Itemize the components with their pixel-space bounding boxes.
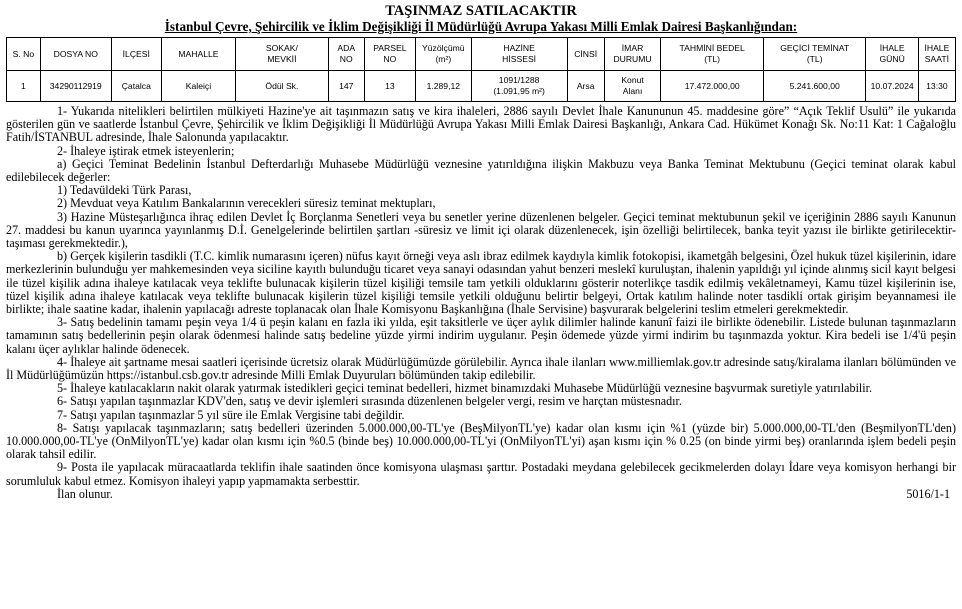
header-mahalle: MAHALLE bbox=[161, 38, 235, 71]
cell-mahalle: Kaleiçi bbox=[161, 71, 235, 102]
cell-sno: 1 bbox=[7, 71, 41, 102]
property-table bbox=[6, 37, 956, 102]
header-dosya-no: DOSYA NO bbox=[40, 38, 111, 71]
header-ihale-gunu: İHALE GÜNÜ bbox=[866, 38, 918, 71]
cell-imar: Konut Alanı bbox=[604, 71, 661, 102]
table-row bbox=[7, 71, 956, 102]
paragraph-6: 6- Satışı yapılan taşınmazlar KDV'den, satış ve devir işlemleri sırasında düzenlenen belgeler vergi, resim ve harçtan müstesnadır. bbox=[57, 394, 682, 409]
header-parsel: PARSEL NO bbox=[364, 38, 415, 71]
cell-parsel: 13 bbox=[364, 71, 415, 102]
closing-text: İlan olunur. bbox=[57, 486, 113, 501]
closing-line bbox=[6, 488, 956, 502]
cell-ada: 147 bbox=[328, 71, 364, 102]
paragraph-3: 3- Satış bedelinin tamamı peşin veya 1/4 ü peşin kalanı en fazla iki yılda, eşit taksitlerle ve üçer aylık dilimler halinde kanunî faizi ile birlikte ödenebilir. Listede bulunan taşınmazların tamamının satış bedellerinin peşin olarak ödenmesi halinde satış bedeline yüzde yirmi indirim uygulanır. Peşin ödemede yüzde yirmi indirim bu taşınmazda yoktur. Kira bedeli ise 1/4'ü peşin kalanı üçer aylıklar halinde ödenecek. bbox=[6, 315, 956, 356]
header-gecici-teminat: GEÇİCİ TEMİNAT (TL) bbox=[763, 38, 866, 71]
paragraph-8: 8- Satışı yapılacak taşınmazların; satış bedelleri üzerinden 5.000.000,00-TL'ye (BeşMilyonTL'ye) kadar olan kısmı için %1 (yüzde bir) 5.000.000,00-TL'den (BeşmilyonTL'den) 10.000.000,00-TL'ye (OnMilyonTL'ye) kadar olan kısmı için %0.5 (binde beş) 10.000.000,00-TL'yi (OnMilyonTL'yi) aşan kısmı için % 0.25 (on binde yirmi beş) oranlarında işlem bedeli peşin olarak tahsil edilir. bbox=[6, 420, 956, 462]
header-cins: CİNSİ bbox=[567, 38, 604, 71]
paragraph-7: 7- Satışı yapılan taşınmazlar 5 yıl süre ile Emlak Vergisine tabi değildir. bbox=[57, 407, 405, 422]
paragraph-9: 9- Posta ile yapılacak müracaatlarda teklifin ihale saatinden önce komisyona ulaşması şarttır. Postadaki meydana gelebilecek gecikmelerden dolayı İdare veya komisyon herhangi bir sorumluluk kabul etmez. Komisyon ihaleyi yapıp yapmamakta serbesttir. bbox=[6, 460, 956, 488]
header-hisse: HAZİNE HİSSESİ bbox=[471, 38, 567, 71]
reference-number: 5016/1-1 bbox=[906, 486, 950, 501]
cell-sokak: Ödül Sk. bbox=[236, 71, 329, 102]
paragraph-2a: a) Geçici Teminat Bedelinin İstanbul Defterdarlığı Muhasebe Müdürlüğü veznesine yatırıldığına ilişkin Makbuzu veya Banka Teminat Mektubunu (Geçici teminat olarak kabul edilebilecek değerler: bbox=[6, 156, 956, 185]
header-ilce: İLÇESİ bbox=[111, 38, 161, 71]
paragraph-1: 1- Yukarıda nitelikleri belirtilen mülkiyeti Hazine'ye ait taşınmazın satış ve kira ihaleleri, 2886 sayılı Devlet İhale Kanununun 45. maddesine göre” “Açık Teklif Usulü” ile yukarıda gösterilen gün ve saatlerde İstanbul Çevre, Şehircilik ve İklim Değişikliği İl Müdürlüğü Avrupa Yakası Milli Emlak Dairesi Başkanlığı, Ankara Cad. Hükümet Konağı Sk. No:11 Kat: 1 Cağaloğlu Fatih/İSTANBUL adresinde, İhale Salonunda yapılacaktır. bbox=[6, 104, 956, 145]
document-subtitle: İstanbul Çevre, Şehircilik ve İklim Değişikliği İl Müdürlüğü Avrupa Yakası Milli Emlak Dairesi Başkanlığından: bbox=[164, 19, 798, 34]
cell-tahmini-bedel: 17.472.000,00 bbox=[661, 71, 764, 102]
header-sokak: SOKAK/ MEVKİİ bbox=[236, 38, 329, 71]
cell-hisse: 1091/1288 (1.091,95 m²) bbox=[471, 71, 567, 102]
announcement-body bbox=[6, 105, 956, 502]
cell-yuzolcumu: 1.289,12 bbox=[416, 71, 472, 102]
cell-ihale-saati: 13:30 bbox=[918, 71, 955, 102]
header-ada: ADA NO bbox=[328, 38, 364, 71]
header-ihale-saati: İHALE SAATİ bbox=[918, 38, 955, 71]
announcement-page bbox=[6, 4, 956, 502]
paragraph-2a3: 3) Hazine Müsteşarlığınca ihraç edilen Devlet İç Borçlanma Senetleri veya bu senetler yerine düzenlenen belgeler. Geçici teminat mektubunun şekil ve içeriğinin 2886 sayılı Kanunun 27. maddesi bu kanun uyarınca yayınlanmış D.İ. Genelgelerinde belirtilen şartları -süresiz ve limit içi olarak düzenlenecek, işin özelliği belirtilecek, banka teyit yazısı ile birlikte getirilecektir- taşıması gerekmektedir.), bbox=[6, 209, 956, 251]
header-yuzolcumu: Yüzölçümü (m²) bbox=[416, 38, 472, 71]
header-imar: İMAR DURUMU bbox=[604, 38, 661, 71]
paragraph-2: 2- İhaleye iştirak etmek isteyenlerin; bbox=[57, 143, 235, 158]
cell-gecici-teminat: 5.241.600,00 bbox=[763, 71, 866, 102]
paragraph-5: 5- İhaleye katılacakların nakit olarak yatırmak istedikleri geçici teminat bedelleri, hizmet binamızdaki Muhasebe Müdürlüğü veznesine başvurmak suretiyle yatırılabilir. bbox=[57, 381, 873, 396]
table-header-row bbox=[7, 38, 956, 71]
cell-cins: Arsa bbox=[567, 71, 604, 102]
paragraph-2a2: 2) Mevduat veya Katılım Bankalarının verecekleri süresiz teminat mektupları, bbox=[57, 196, 436, 211]
header-tahmini-bedel: TAHMİNİ BEDEL (TL) bbox=[661, 38, 764, 71]
cell-dosya-no: 34290112919 bbox=[40, 71, 111, 102]
header-sno: S. No bbox=[7, 38, 41, 71]
document-title: TAŞINMAZ SATILACAKTIR bbox=[385, 3, 577, 19]
paragraph-4: 4- İhaleye ait şartname mesai saatleri içerisinde ücretsiz olarak Müdürlüğümüzde görülebilir. Ayrıca ihale ilanları www.milliemlak.gov.tr adresinde satış/kiralama ilanları bölümünden ve İl Müdürlüğümüzün https://istanbul.csb.gov.tr adresinde Milli Emlak Duyuruları bölümünden takip edilebilir. bbox=[6, 354, 956, 383]
cell-ihale-gunu: 10.07.2024 bbox=[866, 71, 918, 102]
cell-ilce: Çatalca bbox=[111, 71, 161, 102]
paragraph-2a1: 1) Tedavüldeki Türk Parası, bbox=[57, 183, 192, 198]
paragraph-2b: b) Gerçek kişilerin tasdikli (T.C. kimlik numarasını içeren) nüfus kayıt örneği veya aslı ibraz edilmek kaydıyla kimlik fotokopisi, ikametgâh belgesini, Özel hukuk tüzel kişilerinin, idare merkezlerinin bulunduğu yer mahkemesinden veya siciline kayıtlı bulunduğu ticaret veya sanayi odasından yahut benzeri meslekî kuruluştan, ihalenin yapıldığı yıl içinde alınmış sicil kayıt belgesi ile tüzel kişilik adına ihaleye katılacak veya teklifte bulunacak kişilerin tüzel kişiliği temsile tam yetkili olduklarını gösterir noterlikçe tasdik edilmiş vekâletnameyi, Kamu tüzel kişilerinin ise, tüzel kişilik adına ihaleye katılacak veya teklifte bulunacak kişilerin tüzel kişiliği temsile yetkili olduğunu belirtir belgeyi, Ortak katılım halinde noter tasdikli ortak girişim beyannamesi ile birlikte; ihale saatine kadar, ihalenin yapılacağı adreste toplanacak olan İhale Komisyonu Başkanlığına (İhale Servisine) başvurarak belgelerini teslim etmeleri gerekmektedir. bbox=[6, 249, 956, 317]
